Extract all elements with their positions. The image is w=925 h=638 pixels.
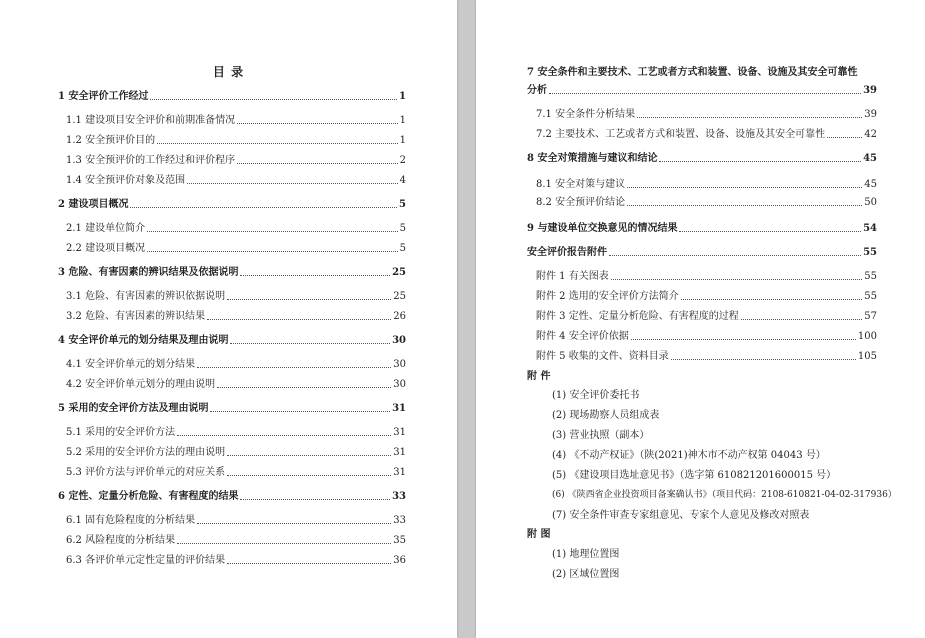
toc-entry[interactable] bbox=[66, 222, 406, 235]
toc-entry-label: 5.2 采用的安全评价方法的理由说明 bbox=[66, 447, 226, 458]
toc-entry[interactable] bbox=[536, 270, 877, 283]
toc-entry-page: 25 bbox=[392, 267, 406, 278]
toc-entry-page: 57 bbox=[864, 311, 877, 322]
toc-leader-dots bbox=[177, 543, 391, 544]
toc-entry[interactable] bbox=[58, 90, 406, 103]
toc-entry[interactable] bbox=[536, 196, 877, 209]
toc-entry[interactable] bbox=[66, 134, 406, 147]
toc-leader-dots bbox=[611, 279, 863, 280]
toc-entry-label: 2.2 建设项目概况 bbox=[66, 243, 146, 254]
toc-entry[interactable] bbox=[58, 402, 406, 415]
toc-entry-page: 55 bbox=[864, 271, 877, 282]
toc-entry[interactable] bbox=[58, 266, 406, 279]
toc-entry[interactable] bbox=[536, 128, 877, 141]
toc-entry-label: 5.3 评价方法与评价单元的对应关系 bbox=[66, 467, 226, 478]
toc-entry-page: 105 bbox=[857, 351, 877, 362]
attachment-item: (3) 营业执照（副本） bbox=[552, 430, 650, 441]
toc-entry-page: 45 bbox=[864, 179, 877, 190]
toc-leader-dots bbox=[147, 251, 398, 252]
toc-entry-page: 31 bbox=[393, 447, 406, 458]
toc-entry[interactable] bbox=[66, 114, 406, 127]
toc-entry[interactable] bbox=[536, 310, 877, 323]
toc-entry-label: 6.1 固有危险程度的分析结果 bbox=[66, 515, 196, 526]
toc-entry-page: 5 bbox=[399, 243, 406, 254]
toc-leader-dots bbox=[157, 143, 398, 144]
toc-entry-page: 36 bbox=[393, 555, 406, 566]
toc-leader-dots bbox=[659, 161, 861, 162]
toc-entry-page: 42 bbox=[864, 129, 877, 140]
toc-entry-label: 3.1 危险、有害因素的辨识依据说明 bbox=[66, 291, 226, 302]
toc-entry-label: 1.4 安全预评价对象及范围 bbox=[66, 175, 186, 186]
toc-entry[interactable] bbox=[66, 290, 406, 303]
toc-entry-label: 1.3 安全预评价的工作经过和评价程序 bbox=[66, 155, 236, 166]
toc-entry-page: 54 bbox=[863, 223, 877, 234]
toc-entry[interactable] bbox=[66, 154, 406, 167]
toc-entry-label: 2 建设项目概况 bbox=[58, 199, 129, 210]
attachment-item: (2) 现场勘察人员组成表 bbox=[552, 410, 660, 421]
toc-leader-dots bbox=[627, 205, 862, 206]
toc-leader-dots bbox=[150, 99, 397, 100]
toc-entry-label: 附件 3 定性、定量分析危险、有害程度的过程 bbox=[536, 311, 739, 322]
toc-entry[interactable] bbox=[66, 466, 406, 479]
toc-entry-label: 分析 bbox=[527, 85, 547, 96]
toc-title: 目 录 bbox=[212, 65, 245, 79]
toc-leader-dots bbox=[217, 387, 391, 388]
toc-entry-label: 附件 1 有关图表 bbox=[536, 271, 609, 282]
toc-entry-page: 45 bbox=[863, 153, 877, 164]
toc-leader-dots bbox=[187, 183, 398, 184]
toc-leader-dots bbox=[147, 231, 398, 232]
toc-entry-label: 2.1 建设单位简介 bbox=[66, 223, 146, 234]
figure-item: (1) 地理位置图 bbox=[552, 549, 620, 560]
toc-leader-dots bbox=[237, 123, 398, 124]
toc-entry-page: 100 bbox=[857, 331, 877, 342]
toc-leader-dots bbox=[210, 411, 390, 412]
toc-entry-page: 1 bbox=[399, 135, 406, 146]
toc-entry[interactable] bbox=[58, 490, 406, 503]
toc-leader-dots bbox=[671, 359, 856, 360]
toc-entry-label: 8.1 安全对策与建议 bbox=[536, 179, 626, 190]
toc-entry[interactable] bbox=[66, 378, 406, 391]
attachment-item: (4) 《不动产权证》（陕(2021)神木市不动产权第 04043 号） bbox=[552, 450, 826, 461]
toc-chapter-7-heading: 7 安全条件和主要技术、工艺或者方式和装置、设备、设施及其安全可靠性 bbox=[527, 67, 858, 78]
toc-entry[interactable] bbox=[527, 246, 877, 259]
toc-entry-page: 5 bbox=[399, 199, 406, 210]
toc-entry-label: 附件 5 收集的文件、资料目录 bbox=[536, 351, 669, 362]
attachment-item: (6) 《陕西省企业投资项目备案确认书》（项目代码：2108-610821-04-02-317936） bbox=[552, 490, 897, 500]
figures-heading: 附 图 bbox=[527, 529, 551, 540]
toc-leader-dots bbox=[207, 319, 391, 320]
toc-leader-dots bbox=[631, 339, 856, 340]
attachment-item: (1) 安全评价委托书 bbox=[552, 390, 640, 401]
toc-entry[interactable] bbox=[66, 426, 406, 439]
toc-leader-dots bbox=[197, 523, 391, 524]
toc-leader-dots bbox=[240, 499, 390, 500]
attachment-item: (5) 《建设项目选址意见书》（选字第 610821201600015 号） bbox=[552, 470, 837, 481]
toc-entry-page: 50 bbox=[864, 197, 877, 208]
toc-entry-label: 附件 4 安全评价依据 bbox=[536, 331, 629, 342]
toc-entry-page: 55 bbox=[863, 247, 877, 258]
toc-entry-label: 5 采用的安全评价方法及理由说明 bbox=[58, 403, 209, 414]
toc-entry[interactable] bbox=[66, 446, 406, 459]
document-page-right bbox=[476, 0, 925, 638]
attachments-heading: 附 件 bbox=[527, 371, 551, 382]
toc-leader-dots bbox=[227, 563, 391, 564]
toc-entry[interactable] bbox=[58, 198, 406, 211]
toc-entry-page: 30 bbox=[392, 335, 406, 346]
toc-entry[interactable] bbox=[536, 178, 877, 191]
toc-entry-label: 6.3 各评价单元定性定量的评价结果 bbox=[66, 555, 226, 566]
toc-leader-dots bbox=[679, 231, 861, 232]
toc-entry-label: 7.2 主要技术、工艺或者方式和装置、设备、设施及其安全可靠性 bbox=[536, 129, 826, 140]
toc-entry[interactable] bbox=[527, 84, 877, 97]
toc-entry-page: 31 bbox=[393, 467, 406, 478]
toc-leader-dots bbox=[827, 137, 862, 138]
toc-entry[interactable] bbox=[536, 330, 877, 343]
toc-entry-label: 1.2 安全预评价目的 bbox=[66, 135, 156, 146]
toc-entry-page: 33 bbox=[393, 515, 406, 526]
toc-entry[interactable] bbox=[66, 534, 406, 547]
toc-entry-label: 4 安全评价单元的划分结果及理由说明 bbox=[58, 335, 229, 346]
figure-item: (2) 区域位置图 bbox=[552, 569, 620, 580]
toc-leader-dots bbox=[549, 93, 861, 94]
toc-entry-label: 8.2 安全预评价结论 bbox=[536, 197, 626, 208]
toc-entry[interactable] bbox=[66, 174, 406, 187]
toc-leader-dots bbox=[627, 187, 862, 188]
toc-entry-label: 3 危险、有害因素的辨识结果及依据说明 bbox=[58, 267, 239, 278]
toc-entry[interactable] bbox=[66, 242, 406, 255]
toc-entry-page: 4 bbox=[399, 175, 406, 186]
toc-entry-page: 31 bbox=[392, 403, 406, 414]
toc-entry-label: 附件 2 选用的安全评价方法简介 bbox=[536, 291, 679, 302]
toc-leader-dots bbox=[227, 299, 391, 300]
toc-entry-page: 55 bbox=[864, 291, 877, 302]
toc-leader-dots bbox=[637, 117, 862, 118]
toc-entry-page: 30 bbox=[393, 359, 406, 370]
toc-leader-dots bbox=[609, 255, 861, 256]
toc-leader-dots bbox=[230, 343, 390, 344]
toc-entry[interactable] bbox=[527, 222, 877, 235]
toc-leader-dots bbox=[227, 455, 391, 456]
toc-leader-dots bbox=[227, 475, 391, 476]
toc-entry-label: 3.2 危险、有害因素的辨识结果 bbox=[66, 311, 206, 322]
toc-entry-label: 9 与建设单位交换意见的情况结果 bbox=[527, 223, 678, 234]
toc-entry[interactable] bbox=[536, 350, 877, 363]
toc-entry[interactable] bbox=[66, 310, 406, 323]
toc-entry-label: 安全评价报告附件 bbox=[527, 247, 607, 258]
toc-entry[interactable] bbox=[527, 152, 877, 165]
toc-entry[interactable] bbox=[66, 554, 406, 567]
toc-entry-label: 5.1 采用的安全评价方法 bbox=[66, 427, 176, 438]
toc-entry-label: 8 安全对策措施与建议和结论 bbox=[527, 153, 658, 164]
toc-entry[interactable] bbox=[66, 514, 406, 527]
toc-entry-page: 31 bbox=[393, 427, 406, 438]
toc-entry-label: 4.1 安全评价单元的划分结果 bbox=[66, 359, 196, 370]
toc-leader-dots bbox=[240, 275, 390, 276]
toc-leader-dots bbox=[177, 435, 391, 436]
toc-entry-label: 4.2 安全评价单元划分的理由说明 bbox=[66, 379, 216, 390]
toc-entry-label: 1.1 建设项目安全评价和前期准备情况 bbox=[66, 115, 236, 126]
toc-entry[interactable] bbox=[66, 358, 406, 371]
toc-leader-dots bbox=[681, 299, 863, 300]
toc-leader-dots bbox=[130, 207, 397, 208]
toc-entry-page: 39 bbox=[864, 109, 877, 120]
toc-entry[interactable] bbox=[536, 108, 877, 121]
toc-entry-label: 1 安全评价工作经过 bbox=[58, 91, 149, 102]
toc-entry-page: 25 bbox=[393, 291, 406, 302]
toc-entry-page: 39 bbox=[863, 85, 877, 96]
toc-leader-dots bbox=[741, 319, 863, 320]
toc-entry[interactable] bbox=[58, 334, 406, 347]
toc-leader-dots bbox=[237, 163, 398, 164]
toc-entry-page: 26 bbox=[393, 311, 406, 322]
toc-entry-page: 5 bbox=[399, 223, 406, 234]
toc-entry-label: 6 定性、定量分析危险、有害程度的结果 bbox=[58, 491, 239, 502]
toc-entry-label: 6.2 风险程度的分析结果 bbox=[66, 535, 176, 546]
toc-leader-dots bbox=[197, 367, 391, 368]
toc-entry-label: 7.1 安全条件分析结果 bbox=[536, 109, 636, 120]
document-page-left bbox=[0, 0, 457, 638]
toc-entry-page: 2 bbox=[399, 155, 406, 166]
attachment-item: (7) 安全条件审查专家组意见、专家个人意见及修改对照表 bbox=[552, 510, 810, 521]
toc-entry-page: 35 bbox=[393, 535, 406, 546]
toc-entry-page: 1 bbox=[399, 91, 406, 102]
toc-entry[interactable] bbox=[536, 290, 877, 303]
toc-entry-page: 33 bbox=[392, 491, 406, 502]
toc-entry-page: 30 bbox=[393, 379, 406, 390]
toc-entry-page: 1 bbox=[399, 115, 406, 126]
